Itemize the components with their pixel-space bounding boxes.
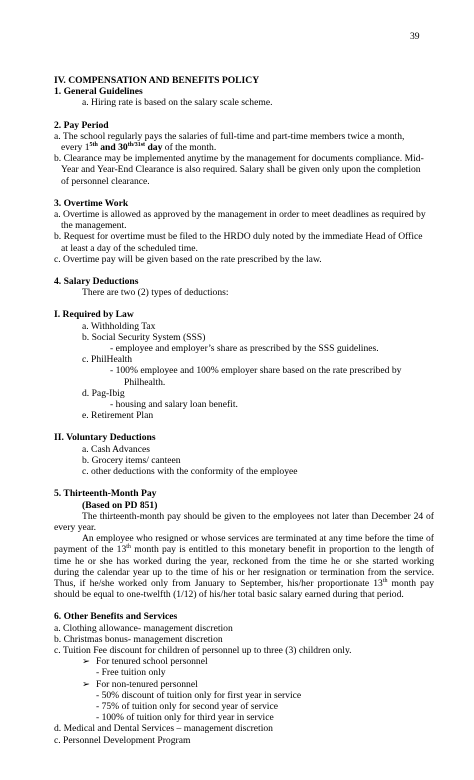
list-item: b. Clearance may be implemented anytime by the management for documents compliance. Mid- (54, 153, 424, 165)
list-item: a. Hiring rate is based on the salary scale scheme. (82, 97, 273, 109)
sub-item: - Free tuition only (96, 667, 166, 679)
list-item: c. Tuition Fee discount for children of personnel up to three (3) children only. (54, 644, 352, 656)
list-item: e. Retirement Plan (82, 410, 154, 422)
superscript: th/31st (127, 141, 146, 148)
sub-item: - 100% employee and 100% employer share based on the rate prescribed by (110, 365, 402, 377)
list-item-continued: of personnel clearance. (61, 175, 150, 187)
paragraph: There are two (2) types of deductions: (82, 287, 229, 299)
list-item: c. PhilHealth (82, 354, 133, 366)
section-heading: 5. Thirteenth-Month Pay (54, 488, 157, 500)
list-item: b. Grocery items/ canteen (82, 454, 181, 466)
sub-item: - 75% of tuition only for second year of service (96, 700, 278, 712)
text-fragment: month pay should be equal to one-twelfth (1/12) of his/her total basic salary earned during that period. (54, 577, 434, 601)
paragraph: The thirteenth-month pay should be given to the employees not later than December 24 of every year. (54, 510, 434, 533)
page-number: 39 (410, 31, 420, 42)
section-heading: 4. Salary Deductions (54, 276, 139, 288)
list-item: c. Personnel Development Program (54, 734, 191, 746)
subsection-heading: I. Required by Law (54, 309, 134, 321)
list-item: b. Social Security System (SSS) (82, 331, 206, 343)
text-fragment: An employee who resigned or whose services are terminated at any time before the time of payment of the 13 (54, 533, 434, 556)
sub-item: - 100% of tuition only for third year in service (96, 712, 274, 724)
list-item: a. Overtime is allowed as approved by the management in order to meet deadlines as required by (54, 209, 426, 221)
text-fragment: day (145, 142, 163, 154)
section-subheading: (Based on PD 851) (82, 499, 158, 511)
text-fragment: month pay is entitled to this monetary benefit in proportion to the length of time he or she has worked during the year, reckoned from the time he or she started working during the calendar year up to the time of his or her resignation or termination from the service. Thus, if he/she worked only from January to September, his/her proportionate 13 (54, 544, 434, 589)
list-item: a. Cash Advances (82, 443, 150, 455)
list-item-continued: at least a day of the scheduled time. (61, 242, 198, 254)
list-item: b. Christmas bonus- management discretion (54, 633, 223, 645)
section-heading: 6. Other Benefits and Services (54, 611, 178, 623)
arrow-bullet-icon: ➢ (82, 656, 91, 668)
subsection-heading: II. Voluntary Deductions (54, 432, 156, 444)
policy-title: IV. COMPENSATION AND BENEFITS POLICY (54, 75, 260, 86)
superscript: 5th (89, 141, 98, 148)
text-fragment: and 30 (97, 142, 128, 154)
list-item-continued: Year and Year-End Clearance is also required. Salary shall be given only upon the completion (61, 164, 421, 176)
list-item: d. Pag-Ibig (82, 387, 125, 399)
bullet-item (54, 679, 434, 690)
superscript: th (126, 544, 131, 551)
list-item-continued (54, 142, 434, 153)
section-heading: 3. Overtime Work (54, 197, 129, 209)
list-item: d. Medical and Dental Services – management discretion (54, 723, 273, 735)
bullet-label: For non-tenured personnel (96, 678, 198, 690)
sub-item: - housing and salary loan benefit. (110, 399, 238, 411)
list-item: a. The school regularly pays the salaries of full-time and part-time members twice a month, (54, 130, 405, 142)
text-fragment: every 1 (61, 142, 90, 154)
list-item: c. Overtime pay will be given based on the rate prescribed by the law. (54, 253, 322, 265)
paragraph (54, 533, 434, 600)
sub-item-continued: Philhealth. (124, 376, 166, 388)
bullet-label: For tenured school personnel (96, 656, 208, 668)
arrow-bullet-icon: ➢ (82, 678, 91, 690)
sub-item: - 50% discount of tuition only for first year in service (96, 689, 302, 701)
list-item: a. Clothing allowance- management discretion (54, 622, 233, 634)
superscript: th (382, 577, 388, 584)
list-item: a. Withholding Tax (82, 320, 156, 332)
list-item-continued: the management. (61, 220, 127, 232)
list-item: c. other deductions with the conformity of the employee (82, 466, 298, 478)
text-fragment: of the month. (162, 142, 217, 154)
list-item: b. Request for overtime must be filed to the HRDO duly noted by the immediate Head of Office (54, 231, 423, 243)
section-heading: 2. Pay Period (54, 119, 109, 131)
document-body (54, 75, 434, 746)
sub-item: - employee and employer’s share as prescribed by the SSS guidelines. (110, 343, 379, 355)
bullet-item (54, 656, 434, 667)
section-heading: 1. General Guidelines (54, 86, 143, 98)
